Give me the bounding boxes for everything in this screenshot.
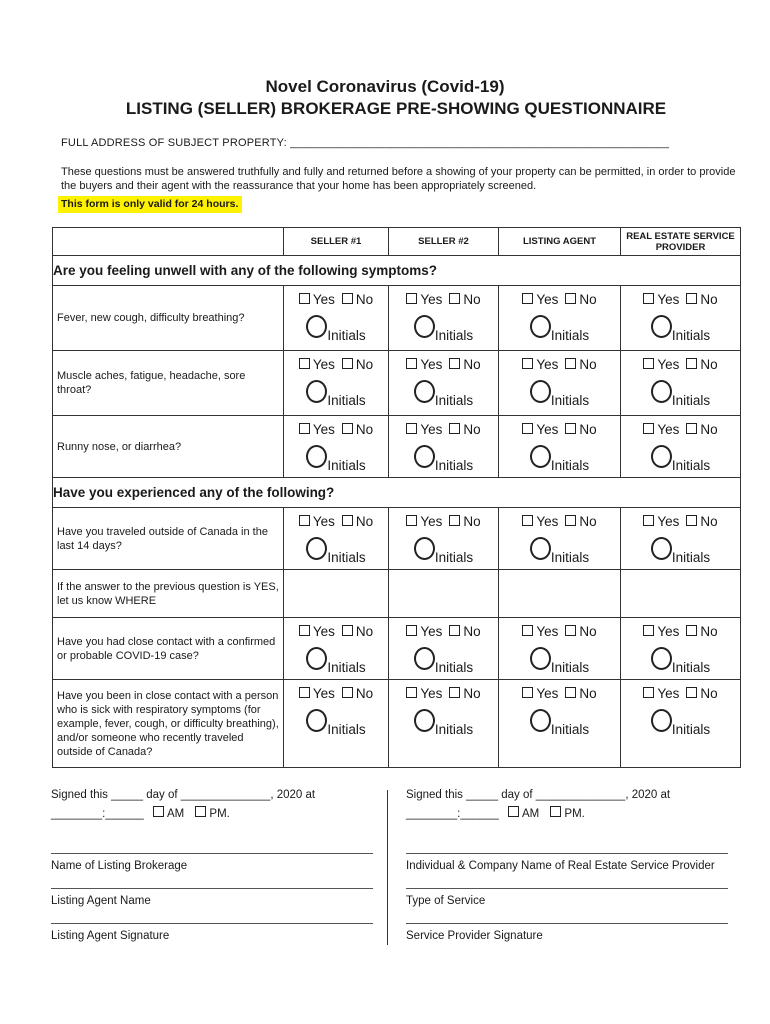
no-label: No bbox=[463, 422, 481, 437]
initials-field[interactable] bbox=[389, 709, 498, 737]
no-checkbox[interactable] bbox=[449, 687, 460, 698]
no-checkbox[interactable] bbox=[565, 358, 576, 369]
listing-brokerage-line[interactable] bbox=[51, 853, 373, 854]
yes-no-options bbox=[499, 686, 620, 701]
initials-label: Initials bbox=[434, 722, 474, 737]
initials-field[interactable] bbox=[389, 445, 498, 473]
initials-circle-icon bbox=[651, 537, 672, 560]
yes-no-options bbox=[621, 357, 740, 372]
initials-circle-icon bbox=[651, 709, 672, 732]
initials-circle-icon bbox=[414, 709, 435, 732]
initials-circle-icon bbox=[530, 647, 551, 670]
no-label: No bbox=[700, 292, 718, 307]
initials-circle-icon bbox=[414, 380, 435, 403]
where-answer-seller-1[interactable] bbox=[284, 570, 389, 618]
form-title: Novel Coronavirus (Covid-19) bbox=[265, 77, 505, 96]
where-answer-listing-agent[interactable] bbox=[499, 570, 621, 618]
yes-no-options bbox=[389, 686, 498, 701]
no-label: No bbox=[463, 357, 481, 372]
no-checkbox[interactable] bbox=[686, 515, 697, 526]
yes-no-options bbox=[284, 357, 388, 372]
no-checkbox[interactable] bbox=[565, 423, 576, 434]
initials-field[interactable] bbox=[284, 537, 388, 565]
initials-label: Initials bbox=[671, 458, 711, 473]
initials-circle-icon bbox=[651, 315, 672, 338]
initials-label: Initials bbox=[550, 393, 590, 408]
answer-cell-service-provider bbox=[621, 286, 741, 351]
question-text: Have you had close contact with a confirmed or probable COVID-19 case? bbox=[53, 618, 284, 680]
answer-cell-listing-agent bbox=[499, 680, 621, 768]
no-label: No bbox=[463, 292, 481, 307]
no-label: No bbox=[355, 292, 374, 307]
initials-label: Initials bbox=[434, 458, 474, 473]
yes-label: Yes bbox=[312, 624, 335, 639]
yes-label: Yes bbox=[312, 422, 335, 437]
instructions-text: These questions must be answered truthfully and fully and returned before a showing of your property can be permitted, in order to provide the buyers and their agent with the reassurance that your home has been appropriately screened. bbox=[61, 166, 736, 192]
yes-label: Yes bbox=[657, 514, 680, 529]
initials-label: Initials bbox=[671, 328, 711, 343]
initials-label: Initials bbox=[434, 550, 474, 565]
initials-field[interactable] bbox=[499, 647, 620, 675]
initials-circle-icon bbox=[651, 380, 672, 403]
yes-checkbox[interactable] bbox=[299, 293, 310, 304]
where-answer-seller-2[interactable] bbox=[389, 570, 499, 618]
initials-field[interactable] bbox=[389, 647, 498, 675]
yes-no-options bbox=[499, 422, 620, 437]
question-text: Runny nose, or diarrhea? bbox=[53, 416, 284, 478]
answer-cell-seller-1 bbox=[284, 508, 389, 570]
initials-field[interactable] bbox=[621, 380, 740, 408]
yes-no-options bbox=[389, 422, 498, 437]
no-label: No bbox=[579, 686, 597, 701]
initials-circle-icon bbox=[651, 445, 672, 468]
yes-label: Yes bbox=[312, 514, 335, 529]
no-checkbox[interactable] bbox=[342, 687, 353, 698]
yes-checkbox[interactable] bbox=[406, 687, 417, 698]
answer-cell-seller-1 bbox=[284, 351, 389, 416]
yes-checkbox[interactable] bbox=[522, 625, 533, 636]
yes-label: Yes bbox=[312, 686, 335, 701]
yes-no-options bbox=[621, 624, 740, 639]
question-row bbox=[53, 570, 741, 618]
column-divider bbox=[387, 790, 388, 945]
question-text: Muscle aches, fatigue, headache, sore throat? bbox=[53, 351, 284, 416]
yes-checkbox[interactable] bbox=[299, 625, 310, 636]
answer-cell-listing-agent bbox=[499, 618, 621, 680]
initials-circle-icon bbox=[530, 315, 551, 338]
answer-cell-listing-agent bbox=[499, 286, 621, 351]
yes-checkbox[interactable] bbox=[522, 687, 533, 698]
header-listing-agent: LISTING AGENT bbox=[499, 228, 621, 256]
no-checkbox[interactable] bbox=[565, 625, 576, 636]
yes-checkbox[interactable] bbox=[643, 687, 654, 698]
no-checkbox[interactable] bbox=[686, 625, 697, 636]
no-checkbox[interactable] bbox=[686, 687, 697, 698]
initials-circle-icon bbox=[530, 537, 551, 560]
initials-field[interactable] bbox=[499, 445, 620, 473]
yes-label: Yes bbox=[420, 422, 443, 437]
initials-label: Initials bbox=[671, 550, 711, 565]
no-label: No bbox=[579, 357, 597, 372]
initials-field[interactable] bbox=[284, 647, 388, 675]
yes-checkbox[interactable] bbox=[522, 358, 533, 369]
no-label: No bbox=[355, 514, 374, 529]
yes-no-options bbox=[284, 422, 388, 437]
service-type-label: Type of Service bbox=[406, 895, 486, 907]
initials-field[interactable] bbox=[499, 537, 620, 565]
initials-circle-icon bbox=[414, 315, 435, 338]
yes-checkbox[interactable] bbox=[406, 423, 417, 434]
answer-cell-service-provider bbox=[621, 618, 741, 680]
yes-label: Yes bbox=[420, 357, 443, 372]
provider-signature-label: Service Provider Signature bbox=[406, 930, 543, 942]
no-label: No bbox=[700, 357, 718, 372]
am-label: AM bbox=[166, 808, 185, 820]
no-checkbox[interactable] bbox=[342, 625, 353, 636]
where-answer-service-provider[interactable] bbox=[621, 570, 741, 618]
initials-field[interactable] bbox=[621, 709, 740, 737]
initials-label: Initials bbox=[327, 722, 366, 737]
pm-checkbox-right[interactable] bbox=[550, 806, 561, 817]
yes-no-options bbox=[621, 422, 740, 437]
no-checkbox[interactable] bbox=[342, 423, 353, 434]
no-label: No bbox=[355, 624, 374, 639]
yes-checkbox[interactable] bbox=[643, 625, 654, 636]
validity-note: This form is only valid for 24 hours. bbox=[58, 196, 242, 213]
no-label: No bbox=[355, 422, 374, 437]
yes-no-options bbox=[389, 357, 498, 372]
yes-checkbox[interactable] bbox=[643, 423, 654, 434]
am-checkbox-left[interactable] bbox=[153, 806, 164, 817]
am-label: AM bbox=[521, 808, 540, 820]
questionnaire-table bbox=[52, 227, 741, 768]
initials-label: Initials bbox=[671, 660, 711, 675]
initials-circle-icon bbox=[530, 709, 551, 732]
section-symptoms bbox=[53, 256, 741, 286]
yes-label: Yes bbox=[536, 624, 559, 639]
initials-field[interactable] bbox=[499, 315, 620, 343]
yes-label: Yes bbox=[420, 514, 443, 529]
signed-date-line-right[interactable]: Signed this _____ day of ______________, 2020 at bbox=[406, 789, 671, 801]
initials-label: Initials bbox=[327, 328, 366, 343]
yes-label: Yes bbox=[536, 357, 559, 372]
question-row bbox=[53, 286, 741, 351]
yes-label: Yes bbox=[420, 686, 443, 701]
initials-label: Initials bbox=[327, 393, 366, 408]
initials-label: Initials bbox=[434, 660, 474, 675]
am-checkbox-right[interactable] bbox=[508, 806, 519, 817]
initials-field[interactable] bbox=[284, 445, 388, 473]
no-label: No bbox=[700, 686, 718, 701]
initials-label: Initials bbox=[550, 458, 590, 473]
signed-date-line-left[interactable]: Signed this _____ day of ______________, 2020 at bbox=[51, 789, 316, 801]
answer-cell-seller-2 bbox=[389, 508, 499, 570]
yes-label: Yes bbox=[536, 514, 559, 529]
no-checkbox[interactable] bbox=[686, 423, 697, 434]
initials-field[interactable] bbox=[621, 445, 740, 473]
yes-label: Yes bbox=[657, 422, 680, 437]
section-experienced bbox=[53, 478, 741, 508]
question-row bbox=[53, 416, 741, 478]
signed-time-left bbox=[51, 806, 230, 820]
initials-circle-icon bbox=[306, 537, 327, 560]
no-checkbox[interactable] bbox=[449, 293, 460, 304]
initials-field[interactable] bbox=[499, 709, 620, 737]
no-checkbox[interactable] bbox=[686, 293, 697, 304]
yes-checkbox[interactable] bbox=[406, 625, 417, 636]
yes-checkbox[interactable] bbox=[406, 358, 417, 369]
initials-circle-icon bbox=[414, 647, 435, 670]
initials-circle-icon bbox=[414, 537, 435, 560]
no-label: No bbox=[355, 686, 374, 701]
yes-label: Yes bbox=[420, 292, 443, 307]
yes-checkbox[interactable] bbox=[406, 515, 417, 526]
section-heading: Are you feeling unwell with any of the following symptoms? bbox=[53, 256, 741, 286]
yes-no-options bbox=[284, 292, 388, 307]
yes-label: Yes bbox=[657, 357, 680, 372]
pm-label: PM. bbox=[564, 808, 585, 820]
initials-field[interactable] bbox=[621, 537, 740, 565]
yes-no-options bbox=[284, 514, 388, 529]
initials-circle-icon bbox=[306, 315, 327, 338]
pm-checkbox-left[interactable] bbox=[195, 806, 206, 817]
yes-label: Yes bbox=[657, 686, 680, 701]
no-checkbox[interactable] bbox=[342, 358, 353, 369]
yes-no-options bbox=[389, 624, 498, 639]
answer-cell-seller-1 bbox=[284, 286, 389, 351]
provider-name-line[interactable] bbox=[406, 853, 728, 854]
initials-circle-icon bbox=[306, 380, 327, 403]
pm-label: PM. bbox=[209, 808, 230, 820]
initials-label: Initials bbox=[550, 550, 590, 565]
answer-cell-seller-2 bbox=[389, 680, 499, 768]
question-text: If the answer to the previous question is YES, let us know WHERE bbox=[53, 570, 284, 618]
initials-field[interactable] bbox=[284, 709, 388, 737]
no-checkbox[interactable] bbox=[342, 293, 353, 304]
answer-cell-seller-2 bbox=[389, 286, 499, 351]
yes-label: Yes bbox=[536, 422, 559, 437]
initials-field[interactable] bbox=[389, 315, 498, 343]
yes-checkbox[interactable] bbox=[522, 423, 533, 434]
blank-header-cell bbox=[53, 228, 284, 256]
yes-checkbox[interactable] bbox=[299, 515, 310, 526]
property-address-field[interactable]: FULL ADDRESS OF SUBJECT PROPERTY: ____________________________________________________________ bbox=[61, 137, 670, 149]
service-type-line[interactable] bbox=[406, 888, 728, 889]
yes-no-options bbox=[621, 514, 740, 529]
time-field-right[interactable]: ________:______ bbox=[406, 808, 499, 820]
initials-label: Initials bbox=[550, 328, 590, 343]
yes-no-options bbox=[499, 514, 620, 529]
no-label: No bbox=[700, 514, 718, 529]
header-service-provider: REAL ESTATE SERVICE PROVIDER bbox=[621, 228, 741, 256]
yes-checkbox[interactable] bbox=[643, 515, 654, 526]
header-seller-1: SELLER #1 bbox=[284, 228, 389, 256]
answer-cell-seller-1 bbox=[284, 416, 389, 478]
initials-label: Initials bbox=[434, 393, 474, 408]
initials-field[interactable] bbox=[389, 380, 498, 408]
answer-cell-seller-1 bbox=[284, 618, 389, 680]
yes-no-options bbox=[284, 624, 388, 639]
yes-checkbox[interactable] bbox=[643, 293, 654, 304]
answer-cell-seller-1 bbox=[284, 680, 389, 768]
no-checkbox[interactable] bbox=[449, 625, 460, 636]
initials-circle-icon bbox=[651, 647, 672, 670]
initials-field[interactable] bbox=[499, 380, 620, 408]
yes-label: Yes bbox=[420, 624, 443, 639]
answer-cell-seller-2 bbox=[389, 416, 499, 478]
yes-no-options bbox=[499, 624, 620, 639]
answer-cell-service-provider bbox=[621, 508, 741, 570]
question-row bbox=[53, 618, 741, 680]
initials-field[interactable] bbox=[284, 380, 388, 408]
no-checkbox[interactable] bbox=[565, 515, 576, 526]
no-checkbox[interactable] bbox=[449, 423, 460, 434]
question-text: Have you traveled outside of Canada in the last 14 days? bbox=[53, 508, 284, 570]
initials-circle-icon bbox=[530, 445, 551, 468]
provider-name-label: Individual & Company Name of Real Estate Service Provider bbox=[406, 860, 715, 872]
answer-cell-listing-agent bbox=[499, 508, 621, 570]
yes-label: Yes bbox=[657, 624, 680, 639]
no-label: No bbox=[700, 422, 718, 437]
no-checkbox[interactable] bbox=[449, 515, 460, 526]
initials-circle-icon bbox=[306, 709, 327, 732]
no-label: No bbox=[463, 686, 481, 701]
section-heading: Have you experienced any of the following? bbox=[53, 478, 741, 508]
yes-checkbox[interactable] bbox=[643, 358, 654, 369]
answer-cell-service-provider bbox=[621, 351, 741, 416]
yes-no-options bbox=[389, 292, 498, 307]
yes-label: Yes bbox=[536, 292, 559, 307]
yes-checkbox[interactable] bbox=[522, 293, 533, 304]
initials-field[interactable] bbox=[284, 315, 388, 343]
initials-label: Initials bbox=[327, 458, 366, 473]
answer-cell-listing-agent bbox=[499, 416, 621, 478]
no-checkbox[interactable] bbox=[565, 293, 576, 304]
listing-brokerage-label: Name of Listing Brokerage bbox=[51, 860, 188, 872]
no-label: No bbox=[463, 514, 481, 529]
no-label: No bbox=[700, 624, 718, 639]
yes-label: Yes bbox=[312, 357, 335, 372]
yes-no-options bbox=[621, 292, 740, 307]
yes-label: Yes bbox=[312, 292, 335, 307]
yes-checkbox[interactable] bbox=[299, 358, 310, 369]
signed-time-right bbox=[406, 806, 585, 820]
listing-agent-name-label: Listing Agent Name bbox=[51, 895, 151, 907]
form-subtitle: LISTING (SELLER) BROKERAGE PRE-SHOWING QUESTIONNAIRE bbox=[125, 99, 667, 118]
no-label: No bbox=[579, 514, 597, 529]
answer-cell-service-provider bbox=[621, 680, 741, 768]
initials-field[interactable] bbox=[621, 315, 740, 343]
no-label: No bbox=[579, 624, 597, 639]
question-row bbox=[53, 680, 741, 768]
initials-label: Initials bbox=[327, 660, 366, 675]
listing-agent-signature-line[interactable] bbox=[51, 923, 373, 924]
yes-no-options bbox=[284, 686, 388, 701]
answer-cell-seller-2 bbox=[389, 351, 499, 416]
initials-label: Initials bbox=[327, 550, 366, 565]
yes-label: Yes bbox=[657, 292, 680, 307]
yes-no-options bbox=[499, 292, 620, 307]
header-seller-2: SELLER #2 bbox=[389, 228, 499, 256]
initials-circle-icon bbox=[530, 380, 551, 403]
initials-circle-icon bbox=[414, 445, 435, 468]
initials-label: Initials bbox=[550, 722, 590, 737]
question-text: Have you been in close contact with a person who is sick with respiratory symptoms (for example, fever, cough, or difficulty breathing), and/or someone who recently traveled outside of Canada? bbox=[53, 680, 284, 768]
time-field-left[interactable]: ________:______ bbox=[51, 808, 144, 820]
no-checkbox[interactable] bbox=[686, 358, 697, 369]
yes-no-options bbox=[621, 686, 740, 701]
no-label: No bbox=[579, 292, 597, 307]
question-row bbox=[53, 508, 741, 570]
provider-signature-line[interactable] bbox=[406, 923, 728, 924]
initials-label: Initials bbox=[671, 393, 711, 408]
initials-field[interactable] bbox=[389, 537, 498, 565]
answer-cell-seller-2 bbox=[389, 618, 499, 680]
yes-checkbox[interactable] bbox=[299, 423, 310, 434]
initials-label: Initials bbox=[671, 722, 711, 737]
initials-label: Initials bbox=[434, 328, 474, 343]
no-checkbox[interactable] bbox=[449, 358, 460, 369]
initials-label: Initials bbox=[550, 660, 590, 675]
no-label: No bbox=[463, 624, 481, 639]
yes-label: Yes bbox=[536, 686, 559, 701]
yes-checkbox[interactable] bbox=[522, 515, 533, 526]
table-header-row bbox=[53, 228, 741, 256]
yes-no-options bbox=[499, 357, 620, 372]
question-text: Fever, new cough, difficulty breathing? bbox=[53, 286, 284, 351]
initials-circle-icon bbox=[306, 445, 327, 468]
initials-circle-icon bbox=[306, 647, 327, 670]
listing-agent-name-line[interactable] bbox=[51, 888, 373, 889]
initials-field[interactable] bbox=[621, 647, 740, 675]
answer-cell-service-provider bbox=[621, 416, 741, 478]
yes-no-options bbox=[389, 514, 498, 529]
no-checkbox[interactable] bbox=[342, 515, 353, 526]
listing-agent-signature-label: Listing Agent Signature bbox=[51, 930, 170, 942]
yes-checkbox[interactable] bbox=[299, 687, 310, 698]
no-label: No bbox=[355, 357, 374, 372]
question-row bbox=[53, 351, 741, 416]
no-label: No bbox=[579, 422, 597, 437]
yes-checkbox[interactable] bbox=[406, 293, 417, 304]
answer-cell-listing-agent bbox=[499, 351, 621, 416]
no-checkbox[interactable] bbox=[565, 687, 576, 698]
